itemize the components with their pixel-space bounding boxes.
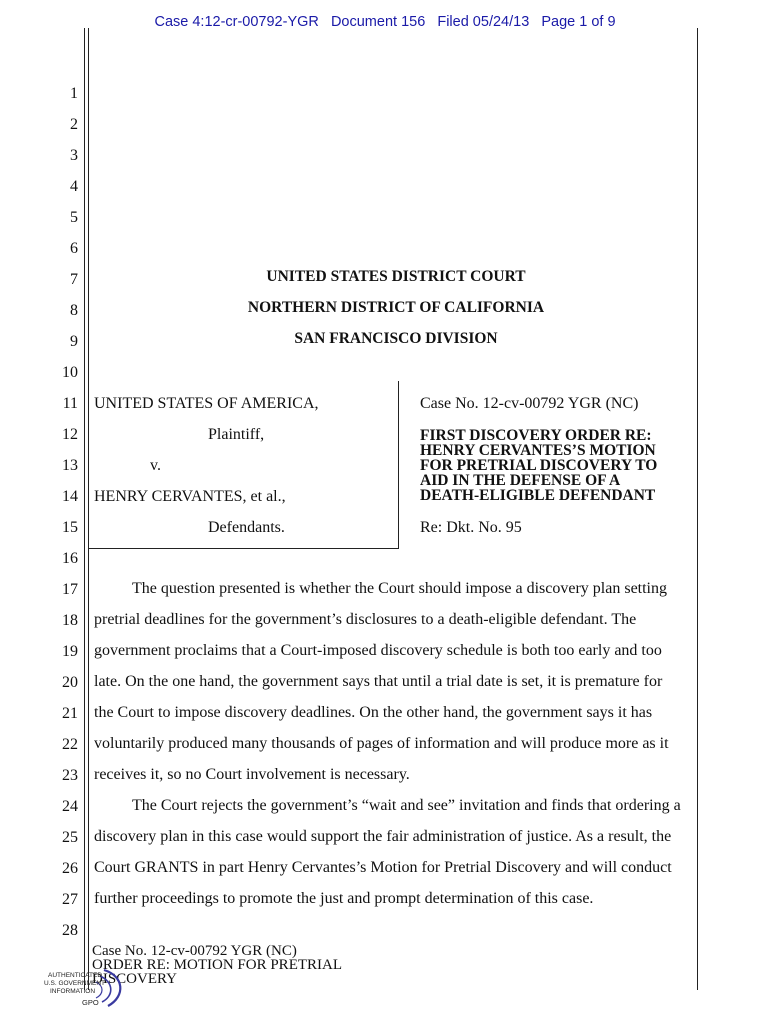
body-line: receives it, so no Court involvement is necessary. xyxy=(94,766,410,783)
line-number: 2 xyxy=(70,116,78,133)
court-district: NORTHERN DISTRICT OF CALIFORNIA xyxy=(247,299,545,316)
docket-reference: Re: Dkt. No. 95 xyxy=(420,519,522,536)
line-number: 16 xyxy=(62,550,78,567)
body-line: discovery plan in this case would support the fair administration of justice. As a result, the xyxy=(94,828,672,845)
left-margin-rule-inner xyxy=(88,28,89,990)
line-number: 13 xyxy=(62,457,78,474)
body-line: pretrial deadlines for the government’s disclosures to a death-eligible defendant. The xyxy=(94,611,637,628)
line-number: 8 xyxy=(70,302,78,319)
line-number: 12 xyxy=(62,426,78,443)
case-number: Case No. 12-cv-00792 YGR (NC) xyxy=(420,395,639,412)
seal-text-gpo: GPO xyxy=(82,998,99,1007)
line-number: 4 xyxy=(70,178,78,195)
line-number: 9 xyxy=(70,333,78,350)
footer-case-number: Case No. 12-cv-00792 YGR (NC) xyxy=(92,943,297,959)
order-title-line: FOR PRETRIAL DISCOVERY TO xyxy=(420,457,658,474)
line-number: 10 xyxy=(62,364,78,381)
line-number: 7 xyxy=(70,271,78,288)
order-title-line: HENRY CERVANTES’S MOTION xyxy=(420,442,656,459)
seal-text-authenticated: AUTHENTICATED xyxy=(48,972,103,979)
defendant-name: HENRY CERVANTES, et al., xyxy=(94,488,286,505)
left-margin-rule-outer xyxy=(84,28,85,990)
line-number: 21 xyxy=(62,705,78,722)
line-number: 25 xyxy=(62,829,78,846)
line-number: 26 xyxy=(62,860,78,877)
line-number: 15 xyxy=(62,519,78,536)
line-number: 20 xyxy=(62,674,78,691)
order-title-line: DEATH-ELIGIBLE DEFENDANT xyxy=(420,487,656,504)
line-number: 5 xyxy=(70,209,78,226)
plaintiff-role: Plaintiff, xyxy=(208,426,265,443)
body-line: The Court rejects the government’s “wait and see” invitation and finds that ordering a xyxy=(132,797,681,814)
line-number: 19 xyxy=(62,643,78,660)
order-title xyxy=(420,428,690,503)
line-number: 6 xyxy=(70,240,78,257)
footer-title-cont: DISCOVERY xyxy=(92,971,178,987)
seal-text-us-government: U.S. GOVERNMENT xyxy=(44,980,106,987)
footer-title: ORDER RE: MOTION FOR PRETRIAL xyxy=(92,957,343,973)
line-number: 1 xyxy=(70,85,78,102)
line-number: 27 xyxy=(62,891,78,908)
gpo-authentication-seal xyxy=(44,962,124,1012)
line-number: 3 xyxy=(70,147,78,164)
line-number: 28 xyxy=(62,922,78,939)
line-number: 23 xyxy=(62,767,78,784)
seal-text-information: INFORMATION xyxy=(50,988,96,995)
versus: v. xyxy=(150,457,161,474)
body-line: The question presented is whether the Court should impose a discovery plan setting xyxy=(132,580,667,597)
footer xyxy=(92,944,342,986)
line-number: 17 xyxy=(62,581,78,598)
body-line: late. On the one hand, the government says that until a trial date is set, it is premature for xyxy=(94,673,663,690)
caption-divider-horizontal xyxy=(88,548,399,549)
body-line: government proclaims that a Court-imposed discovery schedule is both too early and too xyxy=(94,642,662,659)
body-line: voluntarily produced many thousands of pages of information and will produce more as it xyxy=(94,735,669,752)
order-title-line: AID IN THE DEFENSE OF A xyxy=(420,472,621,489)
order-title-line: FIRST DISCOVERY ORDER RE: xyxy=(420,427,652,444)
court-name: UNITED STATES DISTRICT COURT xyxy=(266,268,526,285)
body-line: Court GRANTS in part Henry Cervantes’s Motion for Pretrial Discovery and will conduct xyxy=(94,859,672,876)
defendant-role: Defendants. xyxy=(208,519,285,536)
caption-divider-vertical xyxy=(398,381,399,549)
plaintiff-name: UNITED STATES OF AMERICA, xyxy=(94,395,319,412)
right-margin-rule xyxy=(697,28,698,990)
court-division: SAN FRANCISCO DIVISION xyxy=(294,330,498,347)
line-number: 11 xyxy=(62,395,78,412)
line-number: 18 xyxy=(62,612,78,629)
header-stamp: Case 4:12-cr-00792-YGR Document 156 Filed 05/24/13 Page 1 of 9 xyxy=(154,14,616,30)
line-number: 24 xyxy=(62,798,78,815)
line-number: 22 xyxy=(62,736,78,753)
line-number: 14 xyxy=(62,488,78,505)
body-line: the Court to impose discovery deadlines. On the other hand, the government says it has xyxy=(94,704,653,721)
body-line: further proceedings to promote the just and prompt determination of this case. xyxy=(94,890,594,907)
